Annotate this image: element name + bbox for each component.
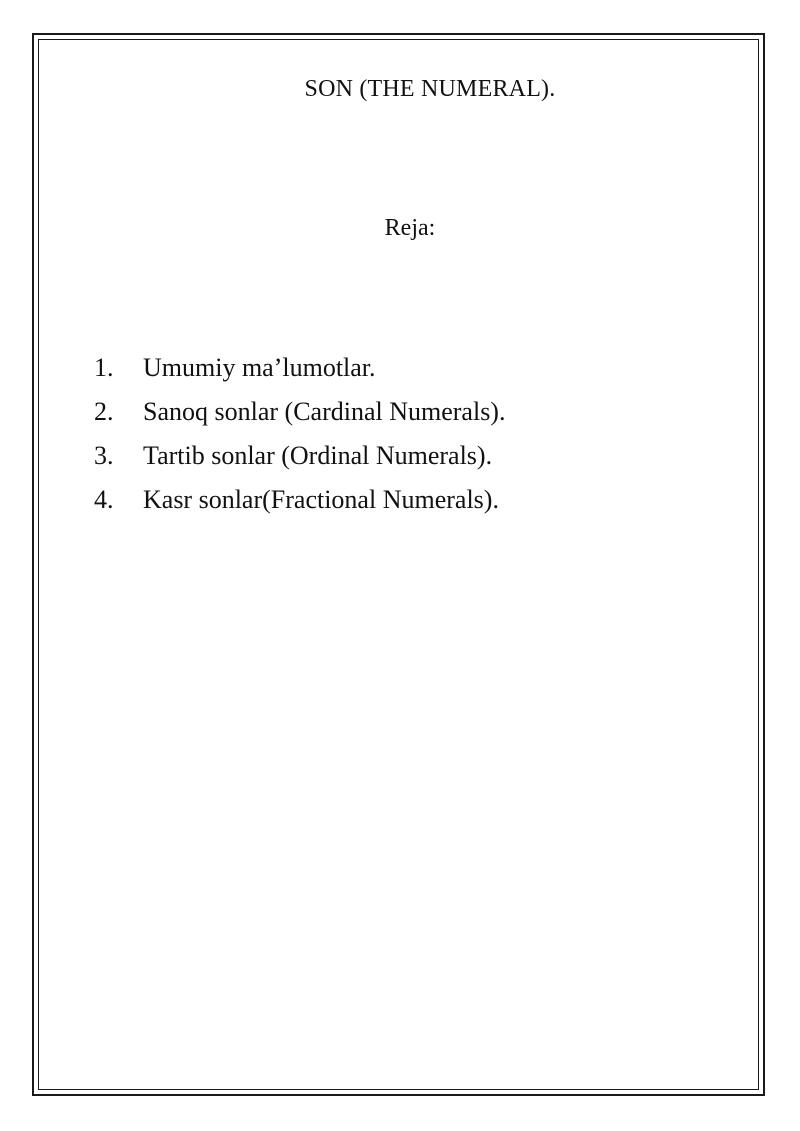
- plan-item-text: Kasr sonlar(Fractional Numerals).: [143, 485, 499, 514]
- page-border-inner: [38, 39, 759, 1090]
- plan-item: [94, 434, 505, 478]
- plan-item: [94, 390, 505, 434]
- plan-item-number: 1.: [94, 353, 114, 382]
- plan-list: [94, 346, 505, 522]
- plan-item: [94, 346, 505, 390]
- plan-item: [94, 478, 505, 522]
- plan-item-text: Umumiy ma’lumotlar.: [143, 353, 376, 382]
- plan-item-number: 4.: [94, 485, 114, 514]
- plan-item-number: 3.: [94, 441, 114, 470]
- plan-heading: Reja:: [384, 215, 436, 241]
- plan-item-text: Sanoq sonlar (Cardinal Numerals).: [143, 397, 506, 426]
- document-title: SON (THE NUMERAL).: [304, 76, 556, 102]
- plan-item-number: 2.: [94, 397, 114, 426]
- plan-item-text: Tartib sonlar (Ordinal Numerals).: [143, 441, 493, 470]
